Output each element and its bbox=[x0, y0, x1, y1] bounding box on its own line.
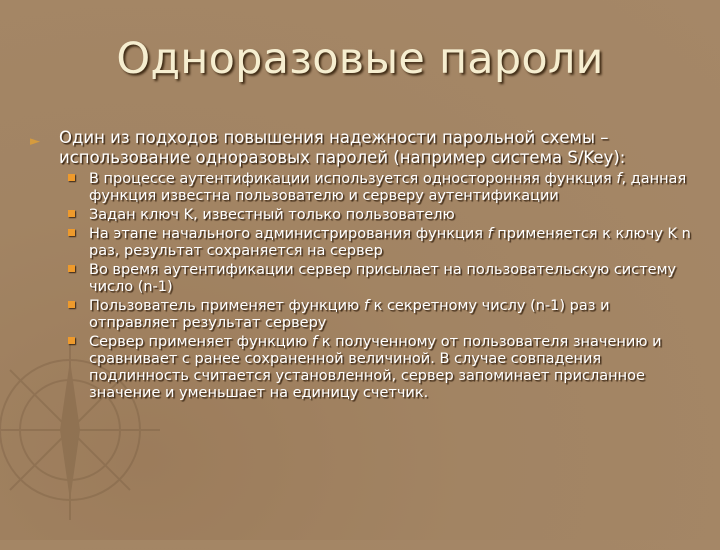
item-text: На этапе начального администрирования функция bbox=[89, 226, 488, 242]
square-bullet-icon bbox=[68, 301, 75, 308]
item-text: Во время аутентификации сервер присылает на пользовательскую систему число (n-1) bbox=[89, 262, 677, 295]
function-symbol: f bbox=[312, 334, 318, 350]
slide-title: Одноразовые пароли bbox=[116, 34, 604, 84]
slide-content bbox=[30, 128, 698, 404]
item-text: Пользователь применяет функцию bbox=[89, 298, 364, 314]
item-text-continued: , данная функция известна пользователю и серверу аутентификации bbox=[89, 171, 687, 204]
function-symbol: f bbox=[616, 171, 622, 187]
main-bullet-point bbox=[30, 128, 698, 168]
function-symbol: f bbox=[487, 226, 493, 242]
square-bullet-icon bbox=[68, 174, 75, 181]
sub-bullet-list bbox=[68, 171, 698, 402]
main-point-text: Один из подходов повышения надежности парольной схемы – использование одноразовых паролей (например система S/Key): bbox=[59, 128, 626, 167]
square-bullet-icon bbox=[68, 337, 75, 344]
item-text-continued: к полученному от пользователя значению и сравнивает с ранее сохраненной величиной. В случае совпадения подлинность считается установленной, сервер запоминает присланное значение и уменьшает на единицу счетчик. bbox=[89, 334, 662, 401]
list-item bbox=[68, 226, 698, 260]
item-text: Задан ключ K, известный только пользователю bbox=[89, 207, 455, 223]
list-item bbox=[68, 207, 698, 224]
item-text-continued: применяется к ключу K n раз, результат сохраняется на сервер bbox=[89, 226, 691, 259]
list-item bbox=[68, 262, 698, 296]
list-item bbox=[68, 298, 698, 332]
list-item bbox=[68, 171, 698, 205]
square-bullet-icon bbox=[68, 265, 75, 272]
function-symbol: f bbox=[363, 298, 369, 314]
item-text: Сервер применяет функцию bbox=[89, 334, 313, 350]
triangle-bullet-icon: ► bbox=[30, 134, 40, 149]
square-bullet-icon bbox=[68, 229, 75, 236]
item-text: В процессе аутентификации используется односторонняя функция bbox=[89, 171, 617, 187]
square-bullet-icon bbox=[68, 210, 75, 217]
item-text-continued: к секретному числу (n-1) раз и отправляет результат серверу bbox=[89, 298, 610, 331]
list-item bbox=[68, 334, 698, 402]
